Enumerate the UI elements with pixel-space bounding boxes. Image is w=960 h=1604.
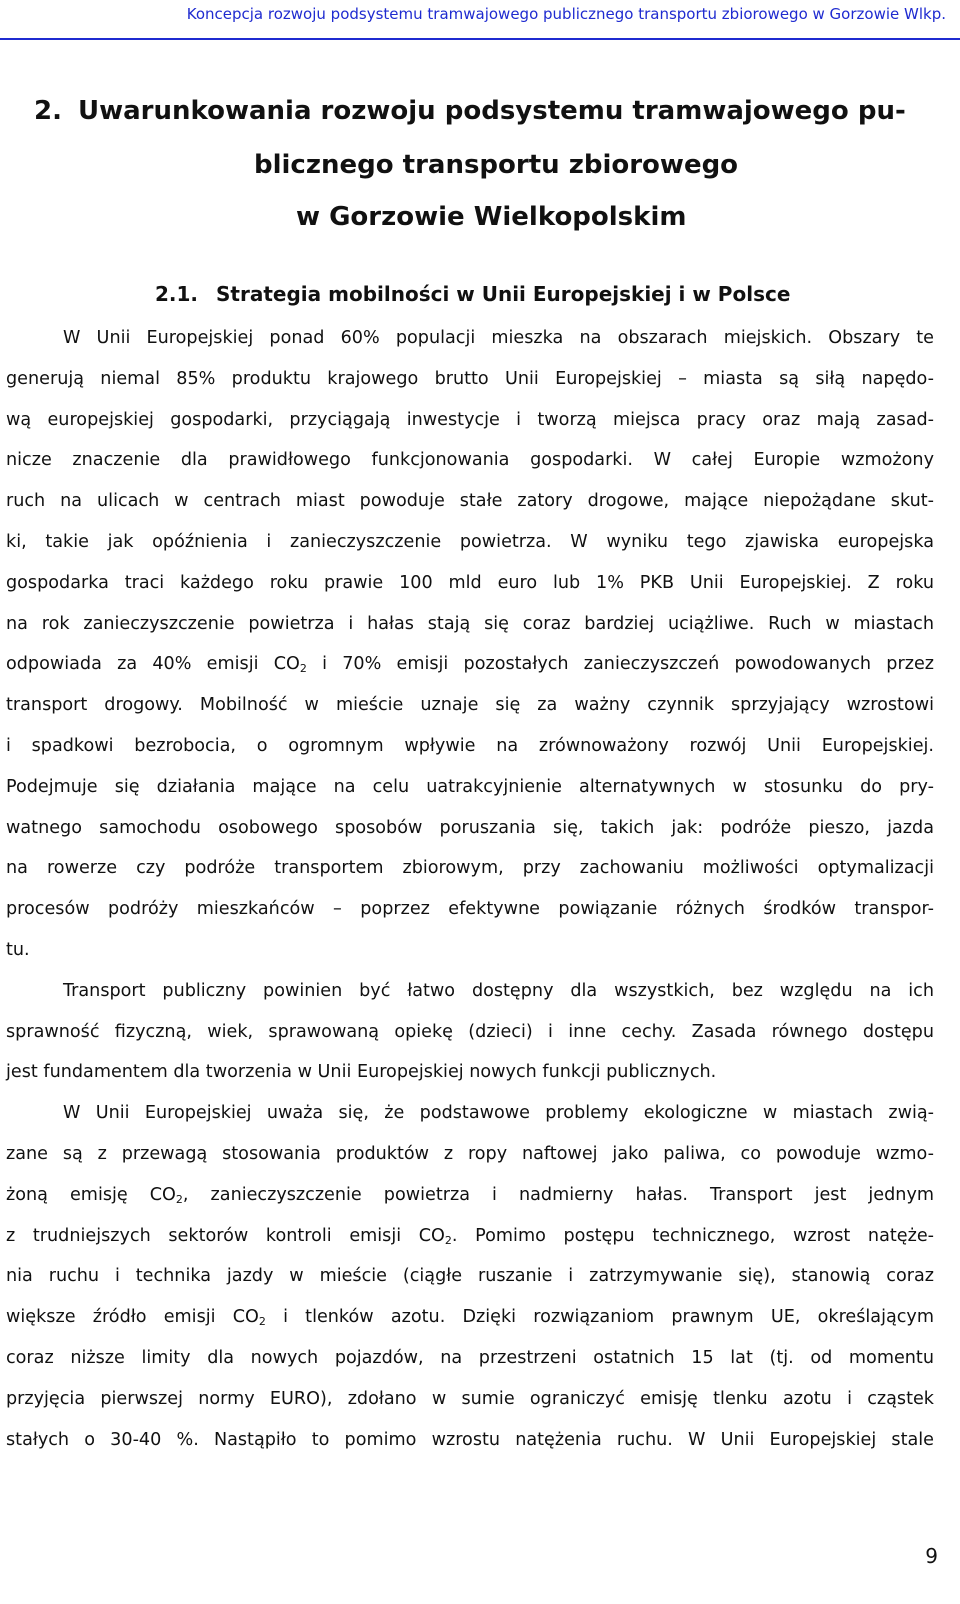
text-line [6,1297,934,1338]
chapter-title-line-3: w Gorzowie Wielkopolskim [296,202,687,232]
text-segment: , zanieczyszczenie powietrza i nadmierny hałas. Transport jest jednym [182,1184,934,1205]
text-segment: większe źródło emisji CO [6,1307,259,1328]
text-line: zane są z przewagą stosowania produktów z ropy naftowej jako paliwa, co powoduje wzmo- [6,1143,934,1164]
header-title: Koncepcja rozwoju podsystemu tramwajowego publicznego transportu zbiorowego w Gorzowie Wlkp. [186,5,946,23]
text-segment: i 70% emisji pozostałych zanieczyszczeń powodowanych przez [306,654,934,675]
text-line: stałych o 30-40 %. Nastąpiło to pomimo wzrostu natężenia ruchu. W Unii Europejskiej stale [6,1429,934,1450]
text-segment: żoną emisję CO [6,1184,176,1205]
paragraph-1 [6,318,934,971]
text-line: procesów podróży mieszkańców – poprzez efektywne powiązanie różnych środków transpor- [6,899,934,920]
paragraph-3 [6,1093,934,1460]
text-line: watnego samochodu osobowego sposobów poruszania się, takich jak: podróże pieszo, jazda [6,817,934,838]
text-line: i spadkowi bezrobocia, o ogromnym wpływie na zrównoważony rozwój Unii Europejskiej. [6,735,934,756]
page-number: 9 [925,1544,938,1568]
section-heading [155,282,790,306]
text-line: nicze znaczenie dla prawidłowego funkcjonowania gospodarki. W całej Europie wzmożony [6,450,934,471]
section-title: Strategia mobilności w Unii Europejskiej i w Polsce [216,282,791,306]
text-line: Podejmuje się działania mające na celu uatrakcyjnienie alternatywnych w stosunku do pry- [6,776,934,797]
text-segment: i tlenków azotu. Dzięki rozwiązaniom prawnym UE, określającym [265,1307,934,1328]
paragraph-2 [6,971,934,1093]
text-line: gospodarka traci każdego roku prawie 100 mld euro lub 1% PKB Unii Europejskiej. Z roku [6,572,934,593]
text-line [6,644,934,685]
text-line: sprawność fizyczną, wiek, sprawowaną opiekę (dzieci) i inne cechy. Zasada równego dostępu [6,1021,934,1042]
text-line: jest fundamentem dla tworzenia w Unii Europejskiej nowych funkcji publicznych. [6,1062,717,1083]
chapter-number: 2. [34,96,62,126]
text-segment: z trudniejszych sektorów kontroli emisji CO [6,1225,445,1246]
text-line: przyjęcia pierwszej normy EURO), zdołano w sumie ograniczyć emisję tlenku azotu i cząstek [6,1388,934,1409]
text-line: Transport publiczny powinien być łatwo dostępny dla wszystkich, bez względu na ich [63,980,934,1001]
text-segment: . Pomimo postępu technicznego, wzrost natęże- [451,1225,934,1246]
text-segment: odpowiada za 40% emisji CO [6,654,300,675]
subscript: 2 [299,662,307,676]
text-line: transport drogowy. Mobilność w mieście uznaje się za ważny czynnik sprzyjający wzrostowi [6,695,934,716]
text-line: ki, takie jak opóźnienia i zanieczyszczenie powietrza. W wyniku tego zjawiska europejska [6,531,934,552]
text-line: generują niemal 85% produktu krajowego brutto Unii Europejskiej – miasta są siłą napędo- [6,368,934,389]
text-line: na rowerze czy podróże transportem zbiorowym, przy zachowaniu możliwości optymalizacji [6,858,934,879]
text-line: ruch na ulicach w centrach miast powoduje stałe zatory drogowe, mające niepożądane skut- [6,491,934,512]
text-line [6,1175,934,1216]
subscript: 2 [175,1192,183,1206]
section-number: 2.1. [155,282,199,306]
chapter-title-line-1: Uwarunkowania rozwoju podsystemu tramwajowego pu- [78,96,906,126]
text-line: nia ruchu i technika jazdy w mieście (ciągłe ruszanie i zatrzymywanie się), stanowią coraz [6,1266,934,1287]
body-text [6,318,934,1460]
text-line: W Unii Europejskiej ponad 60% populacji mieszka na obszarach miejskich. Obszary te [63,328,934,348]
text-line: coraz niższe limity dla nowych pojazdów, na przestrzeni ostatnich 15 lat (tj. od momentu [6,1347,934,1368]
header-rule [0,38,960,40]
text-line: na rok zanieczyszczenie powietrza i hałas stają się coraz bardziej uciążliwe. Ruch w miastach [6,613,934,634]
running-header [0,0,960,42]
subscript: 2 [258,1315,266,1329]
text-line: wą europejskiej gospodarki, przyciągają inwestycje i tworzą miejsca pracy oraz mają zasad- [6,409,934,430]
subscript: 2 [444,1233,452,1247]
text-line: tu. [6,939,30,960]
text-line: W Unii Europejskiej uważa się, że podstawowe problemy ekologiczne w miastach zwią- [63,1103,934,1124]
text-line [6,1216,934,1257]
chapter-title-line-2: blicznego transportu zbiorowego [254,150,739,180]
